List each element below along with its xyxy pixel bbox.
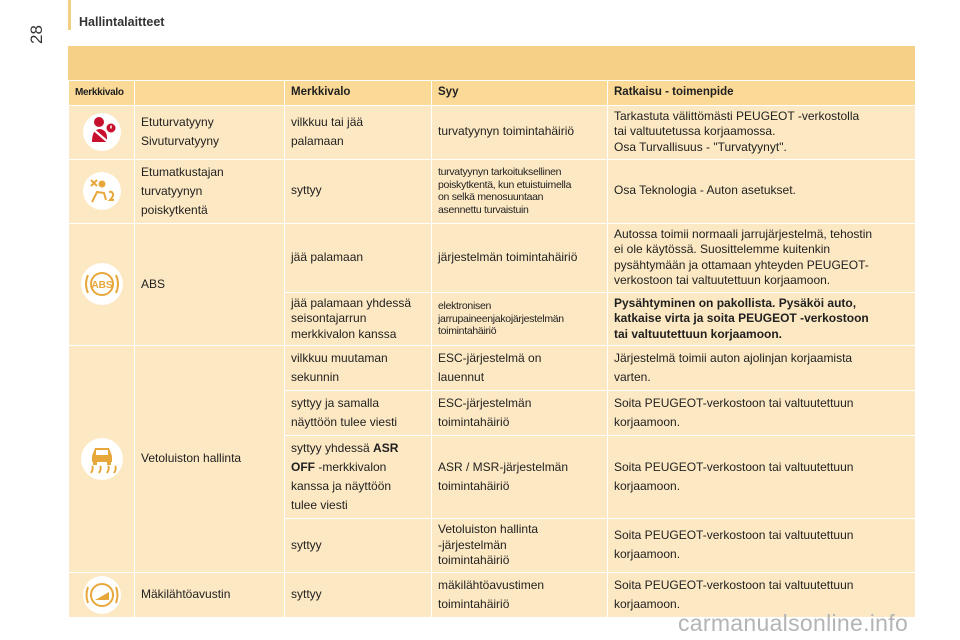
action-line: korjaamoon. bbox=[614, 479, 681, 493]
table-row bbox=[69, 105, 916, 159]
action-line: pysähtymään ja ottamaan yhteyden PEUGEOT- bbox=[614, 257, 869, 272]
airbag-off-icon bbox=[82, 171, 122, 211]
header-state-empty bbox=[135, 81, 285, 106]
traction-control-icon bbox=[80, 437, 124, 481]
traction-icon-cell bbox=[69, 346, 135, 573]
traction-d-cause bbox=[432, 519, 608, 573]
abs-b-state bbox=[285, 292, 432, 346]
hill-start-icon-cell bbox=[69, 572, 135, 617]
traction-name: Vetoluiston hallinta bbox=[135, 346, 285, 573]
action-line: korjaamoon. bbox=[614, 415, 681, 429]
airbag-state: syttyy bbox=[285, 159, 432, 223]
action-line: katkaise virta ja soita PEUGEOT -verkostoon bbox=[614, 311, 869, 325]
cause-line: -järjestelmän bbox=[438, 537, 507, 552]
cause-line: asennettu turvaistuin bbox=[438, 203, 529, 216]
off-label: OFF bbox=[291, 460, 315, 474]
action-line: tai valtuutettuun korjaamoon. bbox=[614, 326, 783, 341]
traction-b-cause bbox=[432, 391, 608, 436]
section-title: Hallintalaitteet bbox=[79, 15, 165, 29]
airbag-action: Osa Teknologia - Auton asetukset. bbox=[608, 159, 916, 223]
table-row bbox=[69, 159, 916, 223]
table-header-row bbox=[69, 81, 916, 106]
abs-icon-cell bbox=[69, 223, 135, 346]
state-line: seisontajarrun bbox=[291, 311, 367, 325]
cause-line: elektronisen bbox=[438, 300, 492, 312]
abs-a-action bbox=[608, 223, 916, 292]
traction-d-action bbox=[608, 519, 916, 573]
cause-line: toimintahäiriö bbox=[438, 415, 510, 429]
abs-a-state: jää palamaan bbox=[285, 223, 432, 292]
cause-line: lauennut bbox=[438, 370, 485, 384]
name-line: turvatyynyn bbox=[141, 183, 203, 198]
cause-line: turvatyynyn tarkoituksellinen bbox=[438, 166, 562, 178]
table-row bbox=[69, 223, 916, 292]
action-line: tai valtuutetussa korjaamossa. bbox=[614, 124, 776, 139]
state-text: -merkkivalon bbox=[318, 460, 387, 474]
cause-line: toimintahäiriö bbox=[438, 325, 497, 337]
state-line: vilkkuu muutaman bbox=[291, 351, 388, 365]
abs-b-action bbox=[608, 292, 916, 346]
watermark: carmanualsonline.info bbox=[678, 610, 909, 636]
traction-b-state bbox=[285, 391, 432, 436]
airbag-name bbox=[135, 159, 285, 223]
table-top-band bbox=[68, 46, 915, 80]
seatbelt-action bbox=[608, 105, 916, 159]
seatbelt-icon-cell bbox=[69, 105, 135, 159]
airbag-icon-cell bbox=[69, 159, 135, 223]
action-line: Järjestelmä toimii auton ajolinjan korjaamista bbox=[614, 351, 853, 365]
cause-line: Vetoluiston hallinta bbox=[438, 522, 539, 536]
section-marker-bar bbox=[68, 0, 71, 30]
hill-start-assist-icon bbox=[82, 575, 122, 615]
name-line: Etumatkustajan bbox=[141, 164, 224, 179]
state-line: palamaan bbox=[291, 134, 344, 148]
abs-icon bbox=[80, 262, 124, 306]
cause-line: ASR / MSR-järjestelmän bbox=[438, 460, 569, 474]
cause-line: ESC-järjestelmä on bbox=[438, 351, 542, 365]
abs-name: ABS bbox=[135, 223, 285, 346]
action-line: Osa Turvallisuus - "Turvatyynyt". bbox=[614, 139, 787, 154]
action-line: ei ole käytössä. Suosittelemme kuitenkin bbox=[614, 242, 831, 256]
seatbelt-warning-icon bbox=[82, 112, 122, 152]
cause-line: toimintahäiriö bbox=[438, 596, 510, 611]
airbag-cause bbox=[432, 159, 608, 223]
name-line: poiskytkentä bbox=[141, 202, 208, 217]
seatbelt-name bbox=[135, 105, 285, 159]
state-text: syttyy yhdessä bbox=[291, 441, 370, 455]
header-cause: Syy bbox=[432, 81, 608, 106]
state-line bbox=[291, 458, 425, 477]
header-action: Ratkaisu - toimenpide bbox=[608, 81, 916, 106]
traction-c-cause bbox=[432, 436, 608, 519]
traction-c-state bbox=[285, 436, 432, 519]
hill-start-cause bbox=[432, 572, 608, 617]
traction-a-cause bbox=[432, 346, 608, 391]
cause-line: poiskytkentä, kun etuistuimella bbox=[438, 178, 572, 191]
cause-line: toimintahäiriö bbox=[438, 553, 510, 567]
state-line: syttyy ja samalla bbox=[291, 396, 380, 410]
seatbelt-cause: turvatyynyn toimintahäiriö bbox=[432, 105, 608, 159]
state-line: tulee viesti bbox=[291, 498, 348, 512]
traction-a-state bbox=[285, 346, 432, 391]
name-line: Etuturvatyyny bbox=[141, 115, 214, 129]
action-line: Soita PEUGEOT-verkostoon tai valtuutettuun bbox=[614, 528, 854, 543]
traction-b-action bbox=[608, 391, 916, 436]
cause-line: toimintahäiriö bbox=[438, 479, 510, 493]
asr-label: ASR bbox=[373, 441, 399, 455]
header-indicator: Merkkivalo bbox=[285, 81, 432, 106]
state-line: näyttöön tulee viesti bbox=[291, 415, 398, 429]
cause-line: ESC-järjestelmän bbox=[438, 396, 532, 410]
action-line: korjaamoon. bbox=[614, 547, 681, 562]
name-line: Sivuturvatyyny bbox=[141, 134, 220, 148]
state-line bbox=[291, 439, 425, 458]
action-line: Soita PEUGEOT-verkostoon tai valtuutettuun bbox=[614, 460, 854, 474]
cause-line: jarrupaineenjakojärjestelmän bbox=[438, 312, 564, 325]
table-row bbox=[69, 346, 916, 391]
svg-text:ABS: ABS bbox=[90, 280, 113, 292]
action-line: Autossa toimii normaali jarrujärjestelmä, tehostin bbox=[614, 226, 873, 241]
abs-a-cause: järjestelmän toimintahäiriö bbox=[432, 223, 608, 292]
state-line: kanssa ja näyttöön bbox=[291, 479, 392, 493]
abs-b-cause bbox=[432, 292, 608, 346]
traction-c-action bbox=[608, 436, 916, 519]
traction-a-action bbox=[608, 346, 916, 391]
page-number: 28 bbox=[27, 25, 46, 44]
action-line: Soita PEUGEOT-verkostoon tai valtuutettuun bbox=[614, 396, 854, 410]
state-line: jää palamaan yhdessä bbox=[291, 295, 412, 310]
action-line: Tarkastuta välittömästi PEUGEOT -verkostolla bbox=[614, 108, 860, 123]
cause-line: on selkä menosuuntaan bbox=[438, 191, 544, 203]
hill-start-state: syttyy bbox=[285, 572, 432, 617]
cause-line: mäkilähtöavustimen bbox=[438, 577, 545, 592]
traction-d-state: syttyy bbox=[285, 519, 432, 573]
action-line: Pysähtyminen on pakollista. Pysäköi auto, bbox=[614, 295, 857, 310]
state-line: vilkkuu tai jää bbox=[291, 115, 364, 129]
action-line: korjaamoon. bbox=[614, 596, 681, 611]
state-line: merkkivalon kanssa bbox=[291, 326, 397, 341]
warning-lights-table bbox=[68, 46, 915, 618]
action-line: verkostoon tai valtuutettuun korjaamoon. bbox=[614, 273, 831, 287]
header-logo: Merkkivalo bbox=[69, 81, 135, 106]
seatbelt-state bbox=[285, 105, 432, 159]
hill-start-name: Mäkilähtöavustin bbox=[135, 572, 285, 617]
action-line: Soita PEUGEOT-verkostoon tai valtuutettuun bbox=[614, 577, 854, 592]
action-line: varten. bbox=[614, 370, 651, 384]
state-line: sekunnin bbox=[291, 370, 340, 384]
